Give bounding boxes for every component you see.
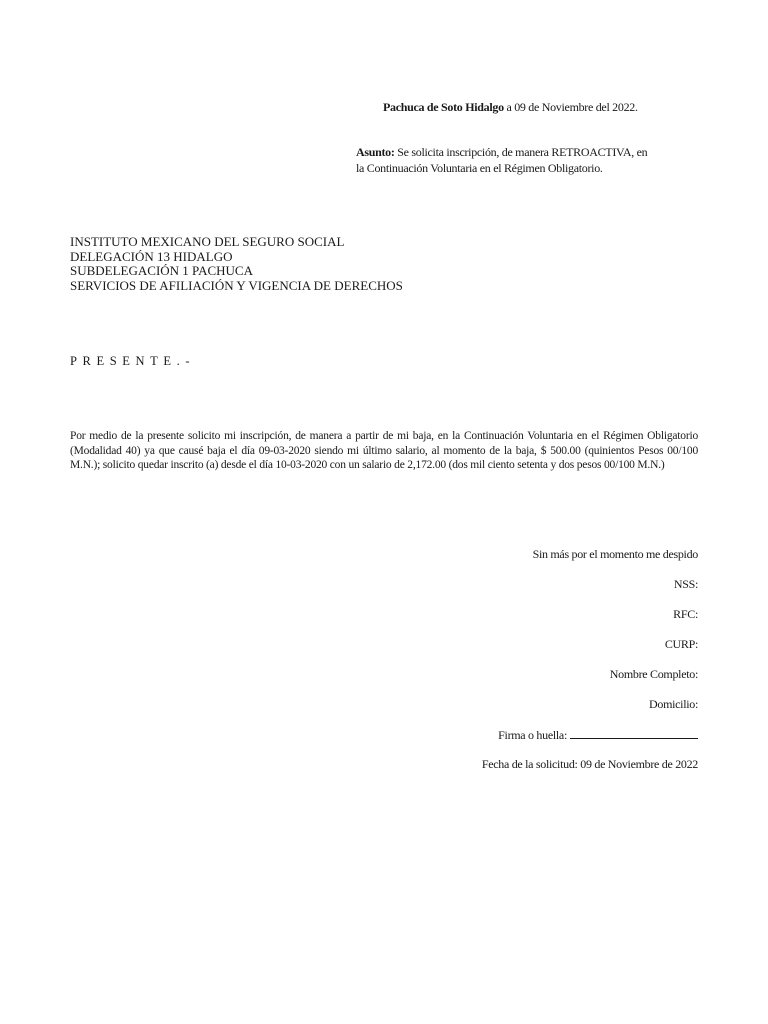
subject-line-2: la Continuación Voluntaria en el Régimen Obligatorio. bbox=[356, 161, 603, 175]
subject-block bbox=[356, 144, 696, 176]
farewell-line: Sin más por el momento me despido bbox=[532, 547, 698, 561]
place-and-date bbox=[383, 100, 638, 115]
full-name-label: Nombre Completo: bbox=[609, 667, 698, 681]
rfc-label: RFC: bbox=[673, 607, 698, 621]
signature-row bbox=[498, 727, 698, 743]
signature-line bbox=[570, 727, 698, 739]
addressee-institution: INSTITUTO MEXICANO DEL SEGURO SOCIAL bbox=[70, 234, 345, 249]
subject-line-1: Se solicita inscripción, de manera RETROACTIVA, en bbox=[397, 145, 648, 159]
letter-date: a 09 de Noviembre del 2022. bbox=[506, 100, 638, 114]
subject-label: Asunto: bbox=[356, 145, 395, 159]
address-label: Domicilio: bbox=[649, 697, 698, 711]
addressee-subdelegation: SUBDELEGACIÓN 1 PACHUCA bbox=[70, 263, 253, 279]
addressee-department: SERVICIOS DE AFILIACIÓN Y VIGENCIA DE DERECHOS bbox=[70, 277, 403, 293]
addressee-block bbox=[70, 235, 403, 293]
request-date: Fecha de la solicitud: 09 de Noviembre de 2022 bbox=[481, 757, 698, 771]
curp-label: CURP: bbox=[664, 637, 698, 651]
signature-label: Firma o huella: bbox=[498, 728, 567, 742]
presente-salutation: PRESENTE.- bbox=[70, 354, 196, 368]
addressee-delegation: DELEGACIÓN 13 HIDALGO bbox=[70, 248, 233, 264]
city-name: Pachuca de Soto Hidalgo bbox=[383, 100, 504, 114]
nss-label: NSS: bbox=[673, 577, 698, 591]
letter-body: Por medio de la presente solicito mi inscripción, de manera a partir de mi baja, en la Continuación Voluntaria en el Régimen Obligatorio (Modalidad 40) ya que causé baja el día 09-03-2020 siendo mi último salario, al momento de la baja, $ 500.00 (quinientos Pesos 00/100 M.N.); solicito quedar inscrito (a) desde el día 10-03-2020 con un salario de 2,172.00 (dos mil ciento setenta y dos pesos 00/100 M.N.) bbox=[70, 430, 698, 472]
